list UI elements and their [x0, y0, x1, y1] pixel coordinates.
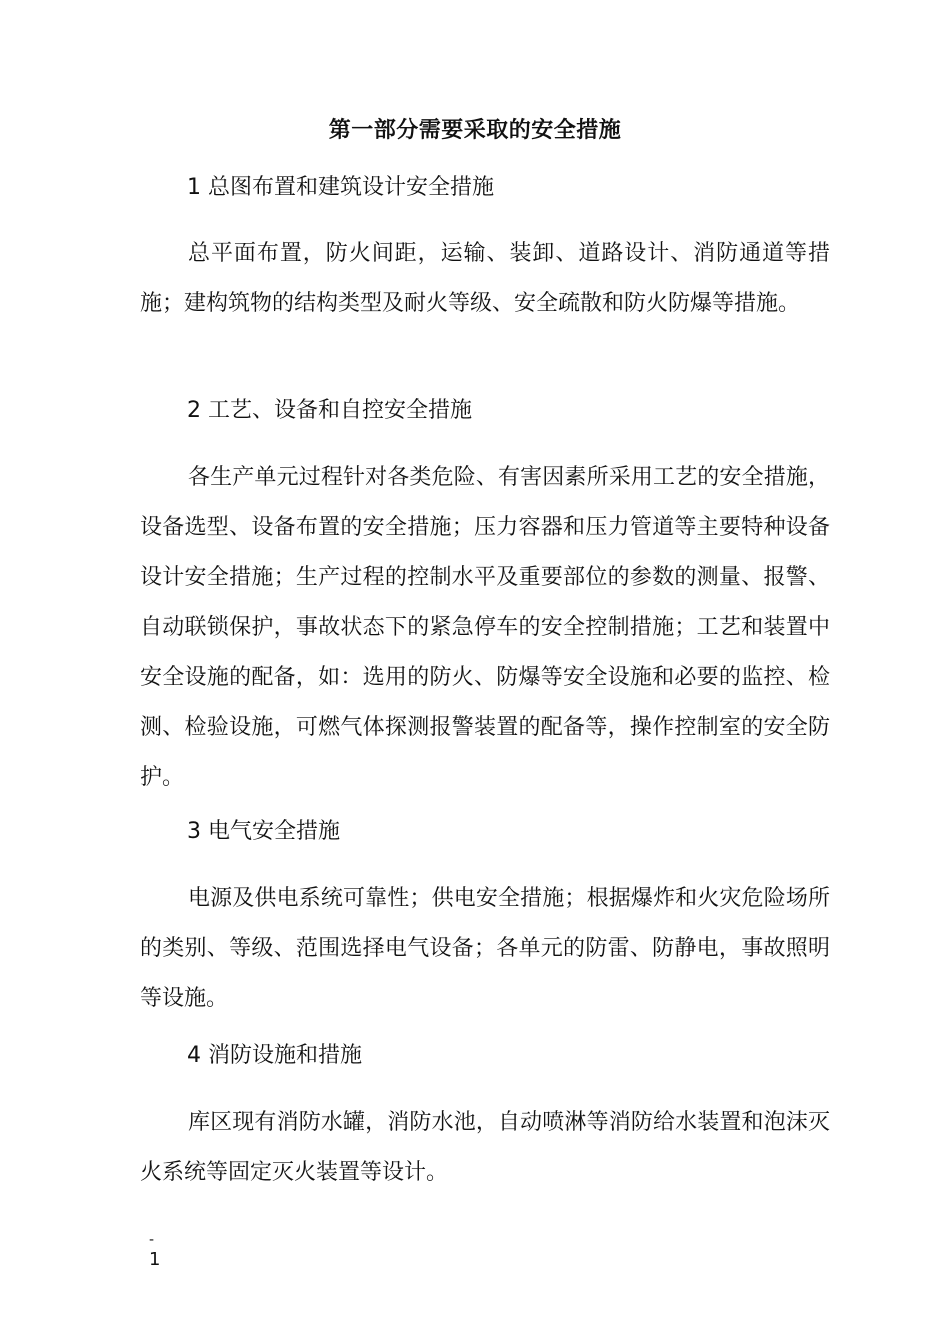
footer-dash: - — [149, 1232, 155, 1248]
section-body-2: 各生产单元过程针对各类危险、有害因素所采用工艺的安全措施，设备选型、设备布置的安全措施；压力容器和压力管道等主要特种设备设计安全措施；生产过程的控制水平及重要部位的参数的测量、报警、自动联锁保护，事故状态下的紧急停车的安全控制措施；工艺和装置中安全设施的配备，如：选用的防火、防爆等安全设施和必要的监控、检测、检验设施，可燃气体探测报警装置的配备等，操作控制室的安全防护。 — [140, 465, 830, 790]
section-body-3: 电源及供电系统可靠性；供电安全措施；根据爆炸和火灾危险场所的类别、等级、范围选择电气设备；各单元的防雷、防静电，事故照明等设施。 — [140, 886, 830, 1011]
section-heading-2: 2 工艺、设备和自控安全措施 — [187, 398, 472, 423]
page-title: 第一部分需要采取的安全措施 — [328, 118, 622, 143]
section-body-4: 库区现有消防水罐，消防水池，自动喷淋等消防给水装置和泡沫灭火系统等固定灭火装置等设计。 — [140, 1110, 830, 1185]
section-heading-4: 4 消防设施和措施 — [187, 1043, 362, 1068]
section-heading-1: 1 总图布置和建筑设计安全措施 — [187, 175, 494, 200]
page-number: 1 — [149, 1249, 161, 1270]
section-heading-3: 3 电气安全措施 — [187, 819, 340, 844]
section-body-1: 总平面布置，防火间距，运输、装卸、道路设计、消防通道等措施；建构筑物的结构类型及耐火等级、安全疏散和防火防爆等措施。 — [140, 241, 830, 316]
